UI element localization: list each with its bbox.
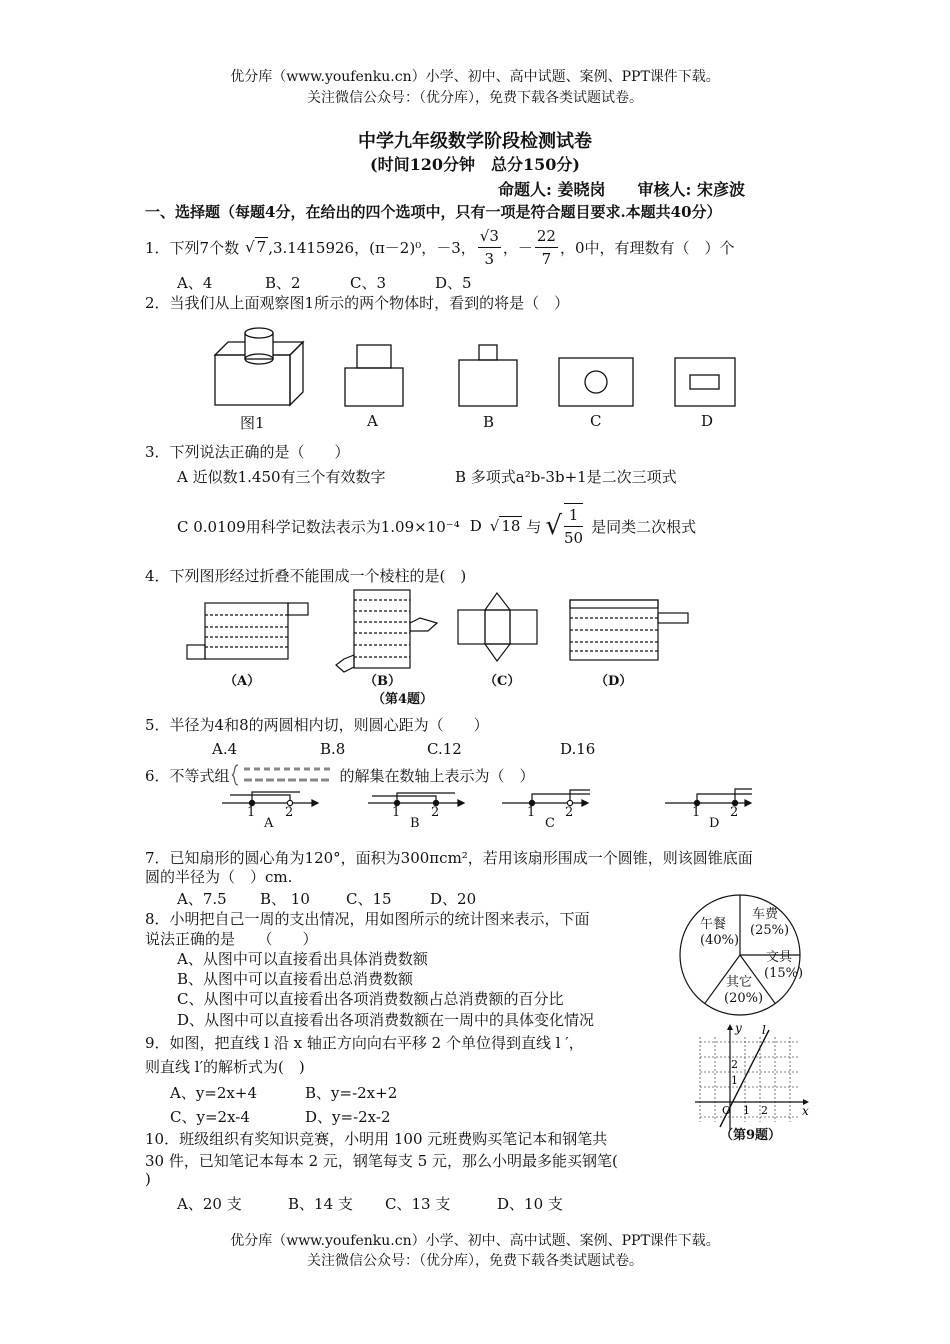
q3-option-b: B 多项式a²b-3b+1是二次三项式	[455, 468, 677, 486]
q2-label-c: C	[590, 412, 602, 430]
pie-value-other: (20%)	[724, 991, 764, 1006]
pie-label-other: 其它	[726, 975, 753, 990]
q9-origin: O	[722, 1104, 732, 1117]
pie-value-stationery: (15%)	[764, 966, 804, 981]
q3-option-d-prefix: D	[469, 517, 482, 535]
question-10-line-3: )	[145, 1170, 151, 1188]
header-line-2: 关注微信公众号：（优分库），免费下载各类试题试卷。	[307, 90, 643, 106]
q2-a-top	[357, 345, 391, 368]
exam-title: 中学九年级数学阶段检测试卷	[358, 131, 592, 152]
q6-line-d	[665, 789, 752, 806]
q1-option-a: A、4	[177, 274, 213, 292]
q3-option-c: C 0.0109用科学记数法表示为1.09×10⁻⁴	[177, 517, 460, 536]
q1-mid: ,3.1415926，(π－2)⁰，－3，	[268, 238, 476, 257]
q1-frac-1-den: 3	[484, 249, 495, 268]
q9-option-b: B、y=-2x+2	[305, 1084, 398, 1102]
question-3: 3．下列说法正确的是（ ）	[145, 443, 350, 461]
q6-d-tick-1: 1	[692, 805, 701, 820]
q9-tick-y1: 1	[731, 1074, 738, 1087]
q2-label-fig1: 图1	[240, 414, 265, 432]
q2-label-a: A	[367, 412, 378, 430]
q7-option-d: D、20	[430, 890, 477, 908]
q1-frac-2-den: 7	[541, 249, 552, 268]
q4-net-c	[458, 593, 537, 661]
q4-net-b	[336, 590, 437, 672]
q2-fig1-box-side	[290, 342, 303, 405]
footer-line-1: 优分库（www.youfenku.cn）小学、初中、高中试题、案例、PPT课件下载。	[230, 1233, 720, 1249]
q6-label-c: C	[545, 816, 555, 831]
q4-label-b: （B）	[364, 674, 401, 689]
q2-label-b: B	[483, 413, 495, 431]
q10-option-d: D、10 支	[497, 1195, 563, 1213]
q8-option-c: C、从图中可以直接看出各项消费数额占总消费额的百分比	[177, 990, 564, 1008]
q6-line-a	[222, 792, 318, 806]
q4-label-c: （C）	[484, 674, 521, 689]
q9-y-label: y	[735, 1021, 742, 1035]
q3-sqrt18: √ 18	[489, 517, 521, 535]
q1-sqrt7: √ 7	[245, 238, 267, 256]
q6-label-a: A	[264, 816, 274, 831]
q9-option-a: A、y=2x+4	[170, 1084, 257, 1102]
q9-tick-x1: 1	[743, 1104, 750, 1117]
q10-option-a: A、20 支	[177, 1195, 242, 1213]
q9-x-label: x	[802, 1104, 809, 1118]
q3-frac-num: 1	[564, 504, 583, 527]
q2-figures	[0, 320, 950, 440]
q6-inequality-system-image	[230, 763, 340, 787]
q6-line-b	[368, 793, 464, 806]
q9-y-arrow	[727, 1024, 733, 1030]
question-10-line-1: 10．班级组织有奖知识竞赛，小明用 100 元班费购买笔记本和钢笔共	[145, 1130, 608, 1148]
q1-minus: ，－	[502, 238, 533, 257]
pie-label-lunch: 午餐	[700, 917, 727, 932]
q3-frac	[564, 503, 583, 549]
q6-prefix: 6．不等式组	[145, 766, 230, 785]
q3-option-d-suffix: 是同类二次根式	[591, 517, 697, 536]
q8-option-a: A、从图中可以直接看出具体消费数额	[177, 950, 428, 968]
q2-figure-1	[215, 328, 303, 405]
section-1-heading: 一、选择题（每题4分，在给出的四个选项中，只有一项是符合题目要求.本题共40分）	[145, 203, 722, 221]
q1-option-b: B、2	[265, 274, 301, 292]
question-2: 2．当我们从上面观察图1所示的两个物体时，看到的将是（ ）	[145, 294, 570, 312]
q9-caption: （第9题）	[720, 1128, 782, 1143]
q2-c-circle	[585, 371, 607, 393]
q7-option-b: B、 10	[260, 890, 310, 908]
q4-net-a	[187, 603, 308, 659]
q1-prefix: 1．下列7个数	[145, 238, 240, 257]
q2-option-b-figure	[459, 345, 517, 406]
q10-option-c: C、13 支	[385, 1195, 451, 1213]
footer-line-2: 关注微信公众号：（优分库），免费下载各类试题试卷。	[307, 1253, 643, 1269]
q6-d-tick-2: 2	[730, 805, 739, 820]
pie-value-fare: (25%)	[750, 923, 790, 938]
q2-fig1-cylinder-top	[245, 328, 273, 338]
q1-option-c: C、3	[350, 274, 387, 292]
question-5: 5．半径为4和8的两圆相内切，则圆心距为（ ）	[145, 716, 489, 734]
q6-number-lines	[0, 787, 950, 827]
q2-d-rect	[675, 358, 735, 406]
q4-label-a: （A）	[224, 674, 261, 689]
pie-label-stationery: 文具	[766, 950, 793, 965]
q5-option-b: B.8	[320, 740, 346, 758]
q3-option-a: A 近似数1.450有三个有效数字	[177, 468, 386, 486]
q2-option-d-figure	[675, 358, 735, 406]
q6-c-tick-1: 1	[527, 805, 536, 820]
q2-a-base	[345, 368, 403, 406]
q9-tick-x2: 2	[761, 1104, 768, 1117]
q9-grid	[700, 1037, 800, 1122]
q9-l-label: l	[762, 1023, 766, 1037]
q2-option-c-figure	[559, 358, 633, 406]
q5-option-c: C.12	[427, 740, 462, 758]
q4-figures	[0, 585, 950, 685]
question-1	[145, 221, 735, 273]
q1-suffix: ，0中，有理数有（ ）个	[559, 238, 735, 257]
q2-b-top	[479, 345, 497, 360]
question-9-line-1: 9．如图，把直线 l 沿 x 轴正方向向右平移 2 个单位得到直线 l ′，	[145, 1034, 584, 1052]
question-8-line-2: 说法正确的是 （ ）	[145, 930, 318, 948]
q7-option-a: A、7.5	[177, 890, 227, 908]
pie-label-fare: 车费	[752, 907, 779, 922]
pie-value-lunch: (40%)	[700, 933, 740, 948]
q2-b-base	[459, 360, 517, 406]
q6-c-tick-2: 2	[565, 805, 574, 820]
q6-suffix: 的解集在数轴上表示为（ ）	[339, 766, 535, 785]
q1-sqrt7-radicand: 7	[256, 238, 267, 256]
q9-option-d: D、y=-2x-2	[305, 1108, 391, 1126]
q4-net-d	[570, 600, 688, 660]
question-7-line-1: 7．已知扇形的圆心角为120°，面积为300πcm²，若用该扇形围成一个圆锥，则该圆锥底面	[145, 849, 753, 867]
q2-d-inner-rect	[690, 375, 719, 389]
q6-label-b: B	[410, 816, 420, 831]
q6-a-tick-2: 2	[285, 805, 294, 820]
q1-option-d: D、5	[435, 274, 472, 292]
q2-c-rect	[559, 358, 633, 406]
q8-option-d: D、从图中可以直接看出各项消费数额在一周中的具体变化情况	[177, 1011, 595, 1029]
question-4: 4．下列图形经过折叠不能围成一个棱柱的是( )	[145, 567, 467, 585]
q3-sqrt-symbol: √	[545, 511, 562, 541]
header-line-1: 优分库（www.youfenku.cn）小学、初中、高中试题、案例、PPT课件下载。	[230, 69, 720, 85]
q6-a-tick-1: 1	[247, 805, 256, 820]
question-8-line-1: 8．小明把自己一周的支出情况，用如图所示的统计图来表示，下面	[145, 910, 590, 928]
q1-frac-1-num: √3	[478, 225, 501, 248]
exam-authors: 命题人: 姜晓岗 审核人: 宋彦波	[498, 180, 745, 199]
q6-b-tick-1: 1	[392, 805, 401, 820]
q5-option-a: A.4	[212, 740, 238, 758]
q6-label-d: D	[709, 816, 720, 831]
q1-frac-1	[478, 225, 501, 270]
q9-graph	[695, 1022, 815, 1132]
q1-frac-2-num: 22	[535, 225, 558, 248]
q3-with: 与	[526, 517, 542, 536]
q3-sqrt18-radicand: 18	[501, 517, 521, 535]
question-6	[145, 763, 535, 787]
q1-frac-2	[535, 225, 558, 270]
q6-b-tick-2: 2	[431, 805, 440, 820]
q2-fig1-box-front	[215, 355, 290, 405]
q3-frac-den: 50	[564, 529, 584, 547]
question-7-line-2: 圆的半径为（ ）cm.	[145, 868, 293, 886]
q4-label-d: （D）	[595, 674, 633, 689]
q9-tick-y2: 2	[731, 1058, 738, 1071]
q10-option-b: B、14 支	[288, 1195, 353, 1213]
q3-options-cd	[177, 500, 696, 552]
q2-label-d: D	[701, 412, 714, 430]
q9-option-c: C、y=2x-4	[170, 1108, 250, 1126]
q8-option-b: B、从图中可以直接看出总消费数额	[177, 970, 414, 988]
q7-option-c: C、15	[346, 890, 392, 908]
question-10-line-2: 30 件，已知笔记本每本 2 元，钢笔每支 5 元，那么小明最多能买钢笔(	[145, 1152, 618, 1170]
q2-option-a-figure	[345, 345, 403, 406]
q5-option-d: D.16	[560, 740, 596, 758]
q6-line-c	[502, 790, 590, 806]
question-9-line-2: 则直线 l′的解析式为( )	[145, 1058, 305, 1076]
exam-subtitle: (时间120分钟 总分150分)	[370, 155, 580, 174]
q4-caption: （第4题）	[372, 692, 434, 707]
